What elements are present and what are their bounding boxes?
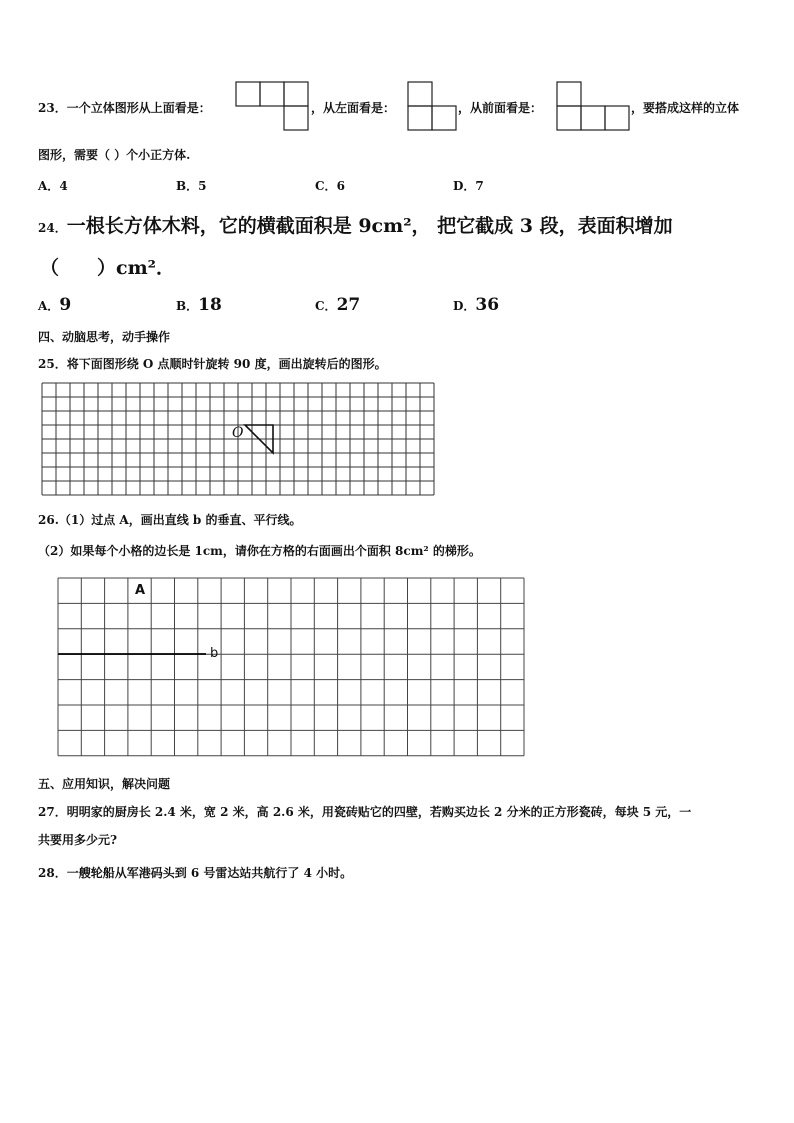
q26-grid: [58, 578, 524, 756]
q24-option-a: A．9: [38, 295, 72, 315]
section-5-heading: 五、应用知识，解决问题: [38, 777, 171, 791]
front-view-figure: [557, 82, 631, 132]
point-a-label: A: [135, 583, 146, 598]
q23-text-part2: ，从左面看是：: [311, 101, 396, 115]
q24-number: 24．: [38, 221, 67, 235]
q24-option-c: C．27: [315, 295, 361, 315]
left-view-figure: [408, 82, 458, 132]
q24-line1: [38, 211, 673, 238]
q24-option-b: B．18: [176, 295, 222, 315]
top-view-figure: [236, 82, 310, 132]
q27-line2: 共要用多少元?: [38, 833, 118, 847]
q23-text-part1: 23．一个立体图形从上面看是：: [38, 101, 211, 115]
q23-text-part3: ，从前面看是：: [458, 101, 543, 115]
q26-line1: 26.（1）过点 A，画出直线 b 的垂直、平行线。: [38, 513, 302, 527]
q23-option-d: D．7: [453, 179, 484, 193]
q23-line2: 图形，需要（ ）个小正方体.: [38, 148, 191, 162]
line-b-label: b: [210, 646, 219, 661]
section-4-heading: 四、动脑思考，动手操作: [38, 330, 171, 344]
q26-line2: （2）如果每个小格的边长是 1cm，请你在方格的右面画出个面积 8cm² 的梯形。: [38, 544, 481, 558]
q25-text: 25．将下面图形绕 O 点顺时针旋转 90 度，画出旋转后的图形。: [38, 357, 387, 371]
q27-line1: 27．明明家的厨房长 2.4 米，宽 2 米，高 2.6 米，用瓷砖贴它的四壁，若购买边长 2 分米的正方形瓷砖，每块 5 元，一: [38, 805, 692, 819]
q24-option-d: D．36: [453, 295, 500, 315]
q23-option-a: A．4: [38, 179, 68, 193]
q28-text: 28．一艘轮船从军港码头到 6 号雷达站共航行了 4 小时。: [38, 866, 353, 880]
point-o-label: O: [232, 425, 244, 441]
q23-text-part4: ，要搭成这样的立体: [631, 101, 740, 115]
q23-option-b: B．5: [176, 179, 207, 193]
q24-line2: （ ）cm²．: [40, 257, 175, 279]
q23-option-c: C．6: [315, 179, 345, 193]
q24-line1-text: 一根长方体木料，它的横截面积是 9cm²， 把它截成 3 段，表面积增加: [66, 215, 673, 237]
